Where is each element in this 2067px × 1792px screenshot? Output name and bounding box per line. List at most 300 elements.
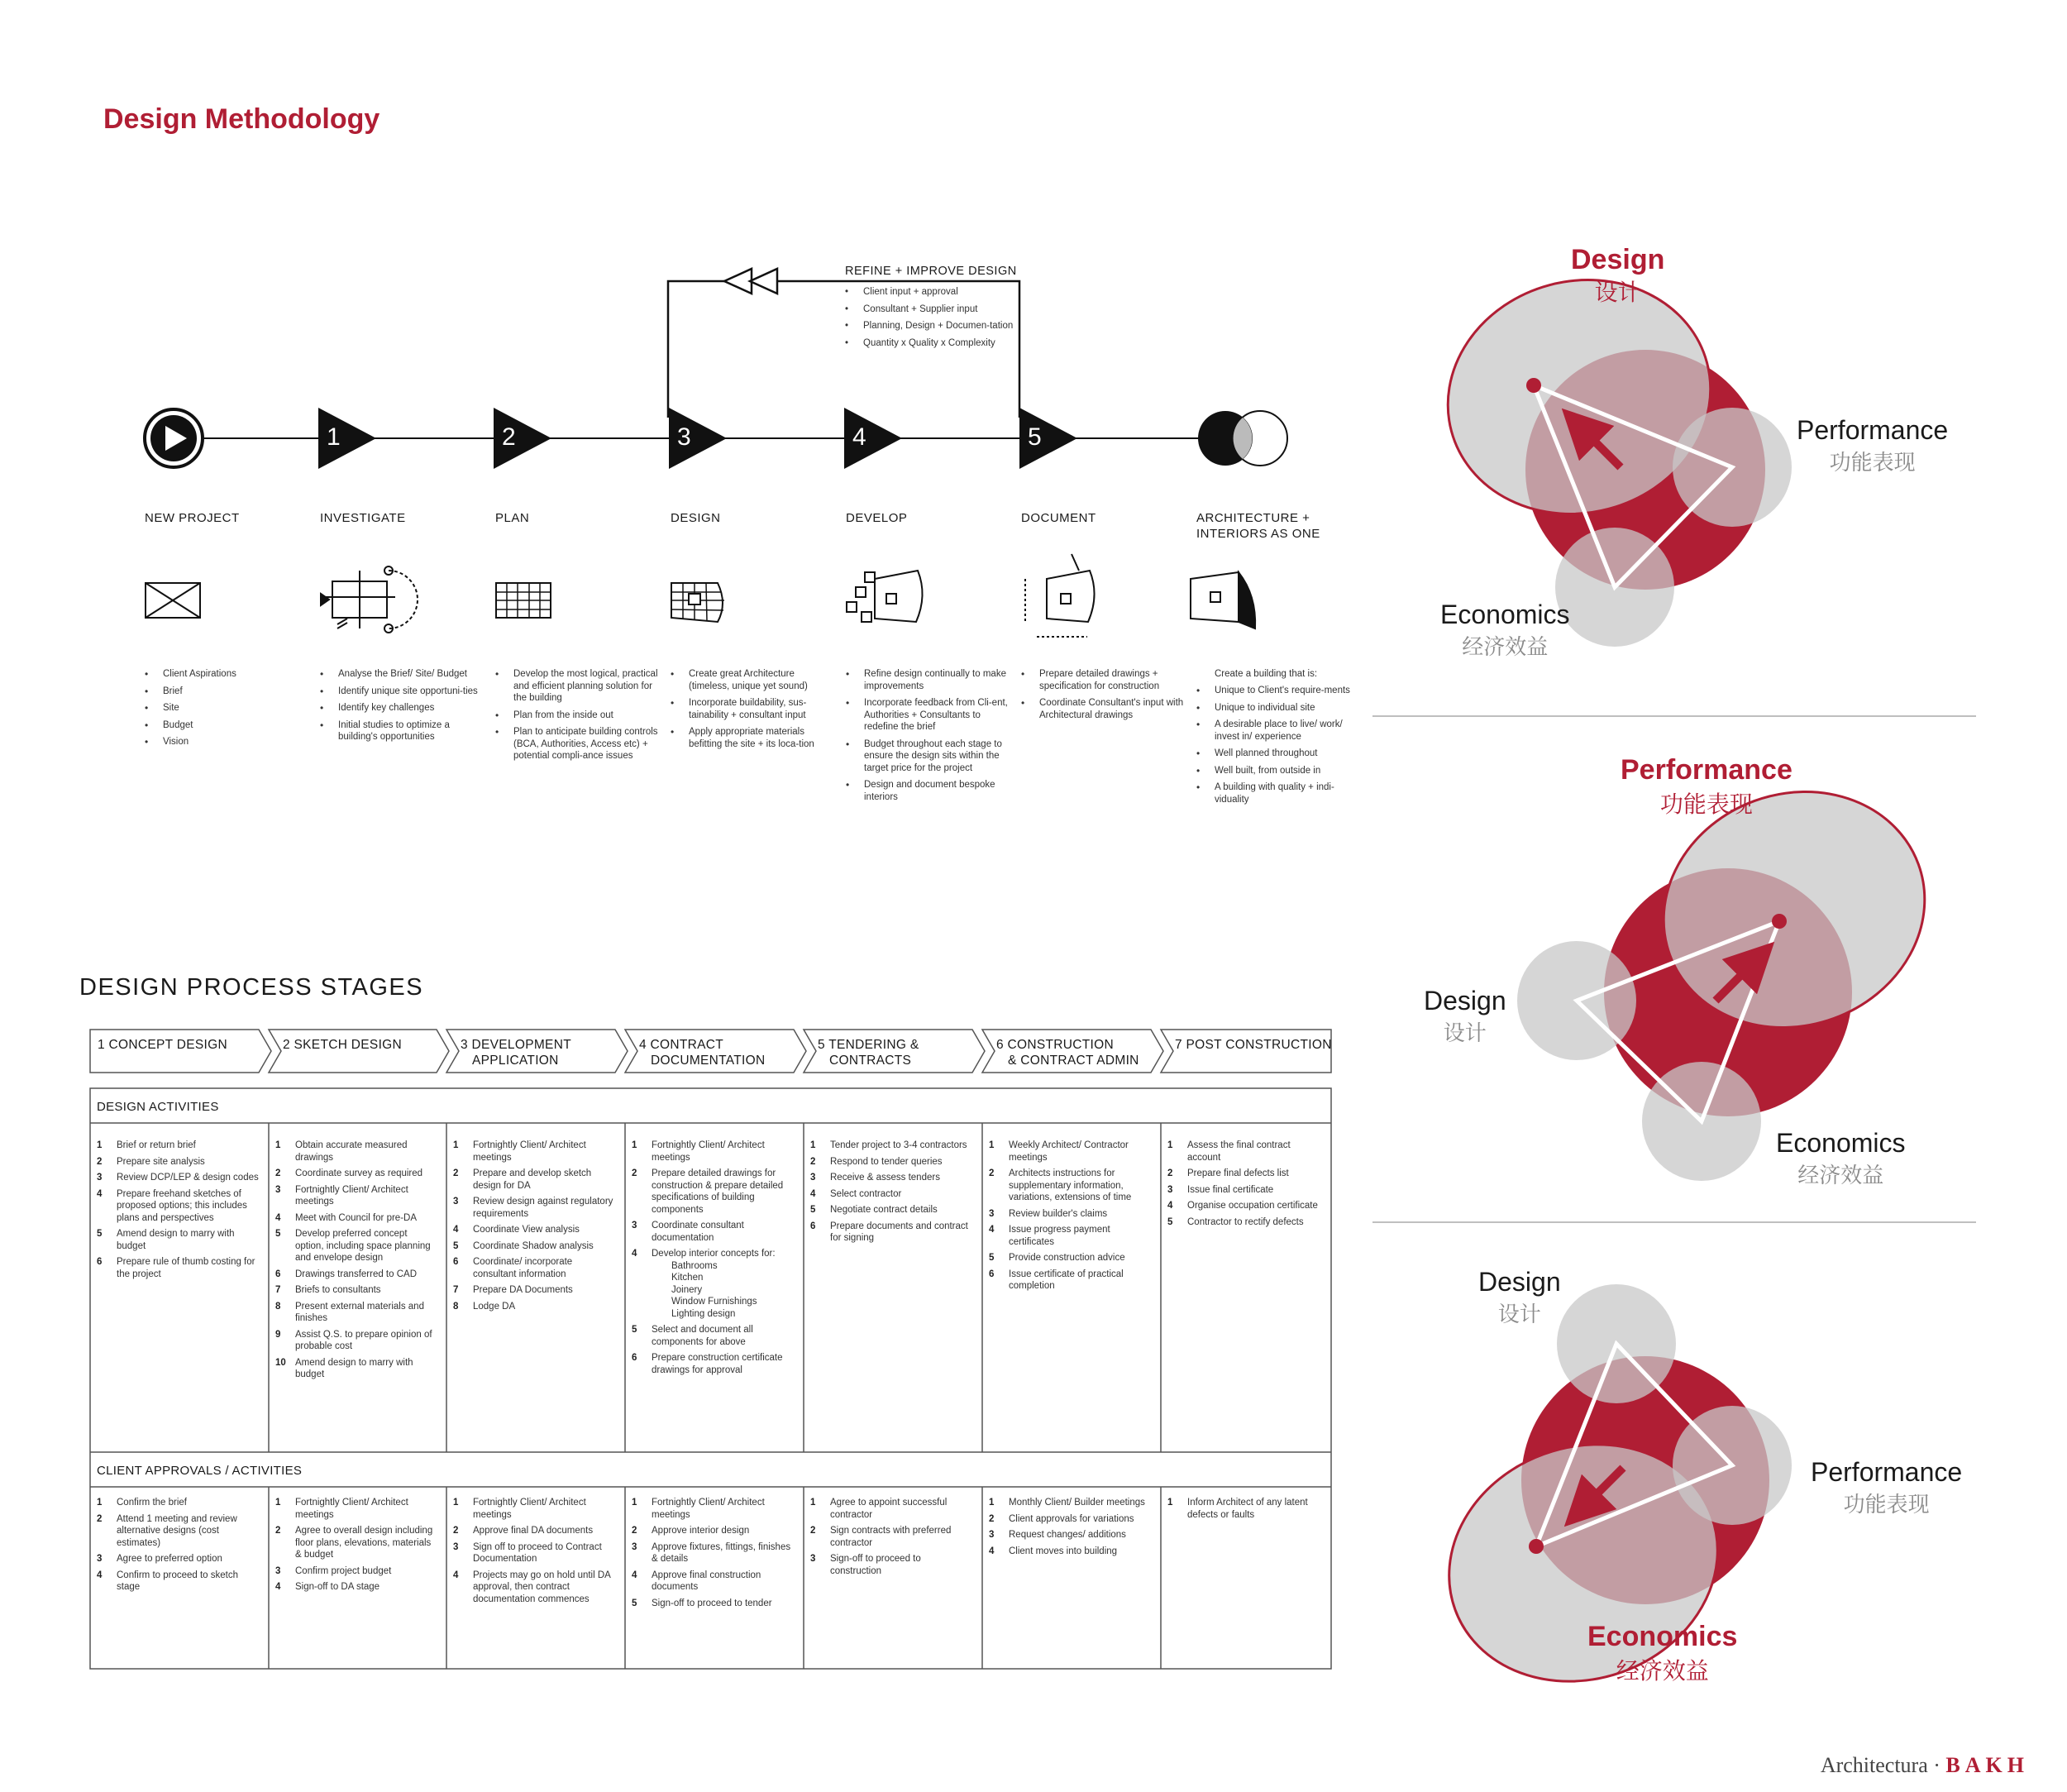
brand-right: BAKH — [1945, 1753, 2029, 1777]
bullet-item: • Initial studies to optimize a building's opportunities — [320, 719, 485, 743]
list-item — [275, 1329, 438, 1353]
stage-header-line: & CONTRACT ADMIN — [1008, 1054, 1139, 1068]
bullet-item: • A building with quality + indi-viduality — [1196, 781, 1353, 805]
list-item — [275, 1301, 438, 1325]
item-number: 5 — [97, 1229, 103, 1239]
venn-label-economics-cn: 经济效益 — [1797, 1163, 1884, 1187]
stage-header — [461, 1037, 571, 1068]
venn-label-group — [1797, 415, 1948, 476]
venn-label-performance-en: Performance — [1621, 754, 1793, 786]
venn-label-design-cn: 设计 — [1497, 1302, 1541, 1326]
item-number: 1 — [453, 1140, 459, 1150]
bullet-item: • Incorporate buildability, sus-tainability + consultant input — [671, 697, 836, 721]
item-text: Prepare final defects list — [1187, 1168, 1289, 1178]
list-item — [453, 1497, 617, 1521]
item-subtext: Lighting design — [671, 1308, 736, 1319]
bullet-item: • A desirable place to live/ work/ invest in/ experience — [1196, 719, 1353, 743]
cell-list — [453, 1497, 617, 1605]
list-item — [632, 1324, 795, 1348]
item-text: Fortnightly Client/ Architect meetings — [652, 1140, 765, 1163]
list-item — [453, 1168, 617, 1192]
item-text: Fortnightly Client/ Architect meetings — [473, 1498, 586, 1520]
list-item — [453, 1525, 617, 1537]
bullet-item: • Well built, from outside in — [1196, 765, 1353, 777]
stage-number: 3 — [677, 423, 691, 451]
list-item — [453, 1140, 617, 1164]
page-title: Design Methodology — [103, 103, 380, 135]
item-number: 2 — [632, 1526, 637, 1536]
item-text: Agree to preferred option — [117, 1554, 222, 1564]
cell-list — [989, 1140, 1153, 1293]
bullet-item: • Design and document bespoke interiors — [846, 779, 1011, 803]
stage-header-line: CONTRACTS — [829, 1054, 912, 1068]
client-approvals-heading: CLIENT APPROVALS / ACTIVITIES — [97, 1464, 303, 1478]
item-number: 5 — [453, 1240, 459, 1251]
refine-item: • Planning, Design + Documen-tation — [845, 320, 1019, 332]
list-item — [453, 1240, 617, 1253]
item-text: Review builder's claims — [1009, 1208, 1108, 1219]
bullet-item: • Vision — [145, 736, 285, 748]
item-number: 6 — [275, 1269, 281, 1279]
list-item — [453, 1196, 617, 1220]
item-text: Issue progress payment certificates — [1009, 1225, 1110, 1247]
table-cell — [97, 1497, 260, 1598]
stages-table-title: DESIGN PROCESS STAGES — [79, 974, 424, 1001]
item-number: 6 — [453, 1257, 459, 1267]
item-text: Confirm the brief — [117, 1498, 188, 1508]
list-item — [810, 1188, 974, 1201]
table-cell — [97, 1140, 260, 1284]
item-number: 1 — [1167, 1498, 1173, 1508]
item-number: 1 — [632, 1140, 637, 1150]
list-item — [632, 1168, 795, 1216]
item-number: 1 — [989, 1140, 995, 1150]
list-item — [97, 1513, 260, 1550]
stage-header — [996, 1037, 1139, 1068]
item-text: Coordinate Shadow analysis — [473, 1240, 594, 1251]
bullet-item: • Prepare detailed drawings + specification for construction — [1021, 668, 1186, 692]
item-number: 4 — [989, 1546, 995, 1556]
table-cell — [453, 1140, 617, 1317]
item-text: Select and document all components for above — [652, 1325, 753, 1347]
venn-label-group — [1587, 1621, 1737, 1686]
list-item — [632, 1352, 795, 1376]
stage-number: 1 — [327, 423, 341, 451]
list-item — [810, 1221, 974, 1245]
refine-title: REFINE + IMPROVE DESIGN — [845, 265, 1017, 278]
cell-list — [1167, 1140, 1323, 1228]
item-number: 2 — [810, 1526, 816, 1536]
stage-header — [1175, 1037, 1332, 1053]
item-number: 2 — [989, 1168, 995, 1178]
item-text: Develop preferred concept option, including space planning and envelope design — [295, 1229, 431, 1263]
item-number: 3 — [97, 1173, 103, 1183]
table-cell — [1167, 1140, 1323, 1232]
item-text: Negotiate contract details — [830, 1205, 938, 1215]
list-item — [275, 1357, 438, 1381]
list-item — [810, 1172, 974, 1184]
item-number: 4 — [275, 1582, 281, 1592]
item-text: Inform Architect of any latent defects or faults — [1187, 1498, 1308, 1520]
item-text: Amend design to marry with budget — [295, 1357, 413, 1379]
item-number: 2 — [97, 1156, 103, 1167]
item-number: 5 — [632, 1325, 637, 1335]
item-text: Present external materials and finishes — [295, 1301, 424, 1323]
refine-item: • Consultant + Supplier input — [845, 303, 1019, 316]
table-cell — [632, 1497, 795, 1613]
cell-list — [632, 1140, 795, 1376]
list-item — [1167, 1216, 1323, 1229]
item-number: 2 — [810, 1156, 816, 1167]
list-item — [275, 1525, 438, 1561]
bullet-item: • Budget throughout each stage to ensure the design sits within the target price for the project — [846, 738, 1011, 775]
item-text: Brief or return brief — [117, 1140, 196, 1150]
list-item — [97, 1172, 260, 1184]
venn-label-group — [1621, 754, 1793, 820]
item-number: 5 — [1167, 1216, 1173, 1227]
venn-label-design-cn: 设计 — [1594, 280, 1641, 305]
item-number: 3 — [275, 1565, 281, 1576]
item-number: 3 — [810, 1173, 816, 1183]
venn-vertex-dot — [1772, 914, 1787, 929]
item-number: 2 — [1167, 1168, 1173, 1178]
item-text: Prepare rule of thumb costing for the project — [117, 1257, 255, 1279]
list-item — [989, 1529, 1153, 1541]
item-number: 3 — [275, 1184, 281, 1195]
venn-label-performance-en: Performance — [1811, 1457, 1963, 1487]
stage-number: 5 — [1028, 423, 1042, 451]
list-item — [1167, 1200, 1323, 1212]
item-text: Approve fixtures, fittings, finishes & details — [652, 1541, 791, 1564]
item-text: Client approvals for variations — [1009, 1513, 1134, 1524]
item-text: Approve interior design — [652, 1526, 750, 1536]
item-number: 4 — [1167, 1201, 1173, 1211]
item-number: 1 — [453, 1498, 459, 1508]
item-text: Sign-off to proceed to construction — [830, 1554, 921, 1576]
venn-label-group — [1776, 1128, 1906, 1189]
item-text: Receive & assess tenders — [830, 1173, 940, 1183]
item-text: Fortnightly Client/ Architect meetings — [652, 1498, 765, 1520]
item-text: Coordinate survey as required — [295, 1168, 423, 1178]
item-number: 4 — [97, 1188, 103, 1199]
design-activities-heading: DESIGN ACTIVITIES — [97, 1100, 219, 1114]
list-item — [989, 1546, 1153, 1558]
item-number: 1 — [1167, 1140, 1173, 1150]
cell-list — [989, 1497, 1153, 1557]
refine-item: • Client input + approval — [845, 286, 1019, 299]
brand-left: Architectura — [1820, 1753, 1928, 1777]
list-item — [97, 1553, 260, 1565]
list-item — [1167, 1497, 1323, 1521]
list-item — [453, 1256, 617, 1280]
venn-label-performance-cn: 功能表现 — [1659, 791, 1753, 817]
cell-list — [453, 1140, 617, 1312]
venn-vertex-dot — [1526, 378, 1541, 393]
bullet-item: • Plan to anticipate building controls (BCA, Authorities, Access etc) + potential compli-ance issues — [495, 726, 661, 762]
bullet-item: • Well planned throughout — [1196, 748, 1353, 760]
item-number: 5 — [989, 1253, 995, 1263]
table-cell — [810, 1497, 974, 1581]
item-text: Client moves into building — [1009, 1546, 1118, 1556]
item-number: 4 — [453, 1570, 459, 1580]
item-number: 7 — [453, 1285, 459, 1295]
list-item — [989, 1224, 1153, 1248]
item-number: 4 — [97, 1570, 103, 1580]
list-item — [1167, 1168, 1323, 1180]
stage-header — [639, 1037, 766, 1068]
venn-label-performance-cn: 功能表现 — [1843, 1492, 1930, 1517]
footer-brand — [1821, 1753, 2029, 1778]
item-text: Approve final construction documents — [652, 1570, 761, 1592]
item-subtext: Kitchen — [671, 1273, 704, 1283]
list-item — [810, 1204, 974, 1216]
item-number: 1 — [97, 1140, 103, 1150]
item-number: 10 — [275, 1357, 286, 1368]
list-item — [810, 1553, 974, 1577]
stage-header — [98, 1037, 227, 1053]
bullet-item: • Unique to individual site — [1196, 702, 1353, 714]
venn-label-group — [1478, 1267, 1561, 1328]
item-number: 2 — [97, 1513, 103, 1524]
item-number: 2 — [989, 1513, 995, 1524]
venn-label-group — [1811, 1457, 1962, 1518]
stage-label-develop: DEVELOP — [846, 511, 908, 525]
item-text: Attend 1 meeting and review alternative designs (cost estimates) — [117, 1513, 237, 1548]
bullet-item: • Unique to Client's require-ments — [1196, 685, 1353, 697]
item-text: Fortnightly Client/ Architect meetings — [295, 1184, 408, 1207]
item-text: Fortnightly Client/ Architect meetings — [473, 1140, 586, 1163]
venn-label-economics-cn: 经济效益 — [1616, 1658, 1709, 1684]
item-number: 1 — [97, 1498, 103, 1508]
list-item — [275, 1581, 438, 1594]
list-item — [632, 1570, 795, 1594]
item-text: Lodge DA — [473, 1301, 516, 1312]
item-text: Confirm project budget — [295, 1565, 392, 1576]
item-number: 4 — [632, 1249, 637, 1259]
list-item — [989, 1208, 1153, 1221]
stage-header-line: APPLICATION — [472, 1054, 559, 1068]
venn-label-design-en: Design — [1571, 244, 1665, 275]
venn-label-performance-cn: 功能表现 — [1829, 450, 1916, 475]
item-subtext: Joinery — [671, 1284, 703, 1295]
list-item — [989, 1252, 1153, 1264]
item-number: 1 — [810, 1498, 816, 1508]
item-number: 5 — [810, 1205, 816, 1215]
item-number: 2 — [275, 1168, 281, 1178]
item-number: 3 — [1167, 1184, 1173, 1195]
list-item — [453, 1541, 617, 1565]
item-number: 3 — [989, 1208, 995, 1219]
list-item — [1167, 1140, 1323, 1164]
item-text: Obtain accurate measured drawings — [295, 1140, 408, 1163]
list-item — [97, 1188, 260, 1225]
list-item — [453, 1570, 617, 1606]
item-subtext: Window Furnishings — [671, 1297, 757, 1307]
item-number: 3 — [632, 1221, 637, 1231]
bullet-item: • Coordinate Consultant's input with Architectural drawings — [1021, 697, 1186, 721]
list-item — [989, 1168, 1153, 1204]
refine-item: • Quantity x Quality x Complexity — [845, 337, 1019, 350]
bullet-item: • Analyse the Brief/ Site/ Budget — [320, 668, 485, 681]
stage-header — [283, 1037, 402, 1053]
stage-header-line: 4 CONTRACT — [639, 1038, 724, 1052]
item-number: 4 — [810, 1188, 816, 1199]
item-number: 3 — [989, 1530, 995, 1540]
list-item — [275, 1269, 438, 1281]
item-text: Respond to tender queries — [830, 1156, 943, 1167]
item-number: 4 — [989, 1225, 995, 1235]
item-number: 4 — [632, 1570, 637, 1580]
item-number: 1 — [989, 1498, 995, 1508]
item-number: 6 — [989, 1269, 995, 1279]
item-number: 2 — [453, 1526, 459, 1536]
item-text: Prepare detailed drawings for construction & prepare detailed specifications of building components — [652, 1168, 784, 1215]
cell-list — [632, 1497, 795, 1609]
list-item — [989, 1269, 1153, 1293]
item-text: Review DCP/LEP & design codes — [117, 1173, 259, 1183]
list-item — [810, 1156, 974, 1168]
list-item — [275, 1212, 438, 1225]
bullet-item: • Refine design continually to make improvements — [846, 668, 1011, 692]
list-item — [989, 1513, 1153, 1526]
list-item — [632, 1598, 795, 1610]
item-text: Agree to overall design including floor plans, elevations, materials & budget — [295, 1526, 433, 1560]
list-item — [1167, 1184, 1323, 1197]
table-cell — [275, 1140, 438, 1385]
venn-label-economics-en: Economics — [1587, 1621, 1738, 1652]
stage-label-architecture: ARCHITECTURE + INTERIORS AS ONE — [1196, 511, 1320, 541]
stage-number: 2 — [502, 423, 516, 451]
stage-label-new-project: NEW PROJECT — [145, 511, 240, 525]
item-text: Select contractor — [830, 1188, 902, 1199]
item-text: Fortnightly Client/ Architect meetings — [295, 1498, 408, 1520]
item-number: 5 — [275, 1229, 281, 1239]
item-text: Review design against regulatory requirements — [473, 1197, 613, 1219]
bullet-item: • Apply appropriate materials befitting the site + its loca-tion — [671, 726, 836, 750]
bullet-item: • Develop the most logical, practical and efficient planning solution for the building — [495, 668, 661, 705]
item-number: 3 — [453, 1197, 459, 1207]
list-item — [632, 1525, 795, 1537]
stage-header-line: 1 CONCEPT DESIGN — [98, 1038, 227, 1052]
item-number: 9 — [275, 1329, 281, 1340]
item-number: 3 — [632, 1541, 637, 1552]
stage-number: 4 — [852, 423, 866, 451]
list-item — [97, 1256, 260, 1280]
item-text: Develop interior concepts for: — [652, 1249, 776, 1259]
item-text: Issue final certificate — [1187, 1184, 1274, 1195]
item-text: Prepare DA Documents — [473, 1285, 573, 1295]
item-text: Meet with Council for pre-DA — [295, 1212, 417, 1223]
item-text: Sign off to proceed to Contract Documentation — [473, 1541, 602, 1564]
list-item — [632, 1541, 795, 1565]
cell-list — [810, 1497, 974, 1577]
stage-header-line: 7 POST CONSTRUCTION — [1175, 1038, 1332, 1052]
bullet-item: • Brief — [145, 686, 285, 698]
item-text: Weekly Architect/ Contractor meetings — [1009, 1140, 1129, 1163]
table-cell — [453, 1497, 617, 1609]
item-number: 3 — [453, 1541, 459, 1552]
item-number: 1 — [810, 1140, 816, 1150]
venn-label-design-en: Design — [1424, 986, 1506, 1015]
venn-label-group — [1440, 600, 1570, 661]
stage-header-line: DOCUMENTATION — [651, 1054, 766, 1068]
stage-header-line: 2 SKETCH DESIGN — [283, 1038, 403, 1052]
venn-label-group — [1571, 244, 1664, 308]
item-text: Architects instructions for supplementary information, variations, extensions of time — [1009, 1168, 1132, 1202]
stage-label-investigate: INVESTIGATE — [320, 511, 406, 525]
brand-separator: · — [1933, 1753, 1940, 1777]
item-text: Assist Q.S. to prepare opinion of probable cost — [295, 1329, 432, 1351]
list-item — [97, 1228, 260, 1252]
item-text: Request changes/ additions — [1009, 1530, 1126, 1540]
stage-header-line: 5 TENDERING & — [818, 1038, 919, 1052]
item-number: 6 — [97, 1257, 103, 1267]
bullet-item: • Client Aspirations — [145, 668, 285, 681]
item-text: Prepare construction certificate drawings for approval — [652, 1353, 783, 1375]
item-number: 8 — [453, 1301, 459, 1312]
bullet-item: • Identify key challenges — [320, 702, 485, 714]
item-text: Monthly Client/ Builder meetings — [1009, 1498, 1145, 1508]
item-number: 2 — [275, 1526, 281, 1536]
item-text: Coordinate/ incorporate consultant information — [473, 1257, 573, 1279]
cell-list — [275, 1140, 438, 1381]
bullet-item: • Budget — [145, 719, 285, 732]
item-text: Prepare site analysis — [117, 1156, 205, 1167]
list-item — [275, 1228, 438, 1264]
item-number: 2 — [632, 1168, 637, 1178]
venn-label-design-cn: 设计 — [1443, 1020, 1487, 1045]
cell-list — [97, 1140, 260, 1280]
venn-design-emphasis — [1421, 251, 1792, 647]
item-text: Provide construction advice — [1009, 1253, 1125, 1263]
item-text: Drawings transferred to CAD — [295, 1269, 417, 1279]
item-text: Contractor to rectify defects — [1187, 1216, 1304, 1227]
table-cell — [1167, 1497, 1323, 1525]
item-text: Sign-off to proceed to tender — [652, 1598, 772, 1608]
list-item — [453, 1224, 617, 1236]
stage-header-line: 3 DEVELOPMENT — [461, 1038, 571, 1052]
venn-label-economics-en: Economics — [1440, 600, 1570, 629]
item-number: 1 — [632, 1498, 637, 1508]
item-text: Coordinate View analysis — [473, 1225, 580, 1235]
cell-list — [97, 1497, 260, 1594]
venn-label-economics-en: Economics — [1776, 1128, 1906, 1158]
list-item — [275, 1140, 438, 1164]
venn-label-group — [1424, 986, 1506, 1047]
cell-list — [810, 1140, 974, 1245]
table-cell — [632, 1140, 795, 1380]
item-text: Prepare documents and contract for signing — [830, 1221, 968, 1243]
item-text: Sign-off to DA stage — [295, 1582, 380, 1592]
table-cell — [275, 1497, 438, 1598]
venn-label-economics-cn: 经济效益 — [1462, 634, 1549, 659]
item-text: Confirm to proceed to sketch stage — [117, 1570, 239, 1592]
item-number: 4 — [275, 1212, 281, 1223]
list-item — [810, 1525, 974, 1549]
item-number: 3 — [97, 1554, 103, 1564]
table-cell — [989, 1497, 1153, 1561]
item-number: 5 — [632, 1598, 637, 1608]
item-number: 7 — [275, 1285, 281, 1295]
list-item — [632, 1248, 795, 1320]
architecture-intro: Create a building that is: — [1215, 669, 1318, 679]
item-number: 6 — [810, 1221, 816, 1231]
item-text: Approve final DA documents — [473, 1526, 594, 1536]
item-text: Tender project to 3-4 contractors — [830, 1140, 967, 1150]
item-number: 3 — [810, 1554, 816, 1564]
venn-label-design-en: Design — [1478, 1267, 1561, 1297]
list-item — [453, 1301, 617, 1313]
